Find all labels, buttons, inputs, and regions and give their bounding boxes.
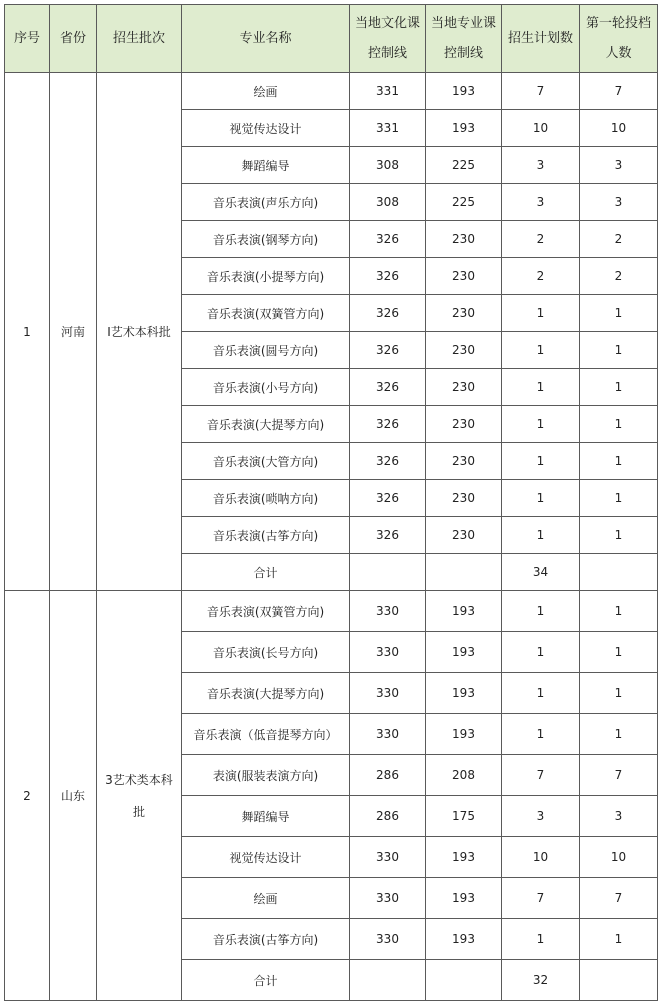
cell-culture-line: 330 [350, 673, 426, 714]
cell-first-round: 2 [580, 258, 658, 295]
table-body [5, 73, 658, 1001]
cell-culture-line: 308 [350, 147, 426, 184]
cell-major: 舞蹈编导 [182, 147, 350, 184]
cell-first-round: 1 [580, 443, 658, 480]
cell-culture-line: 330 [350, 919, 426, 960]
cell-plan: 32 [502, 960, 580, 1001]
cell-first-round [580, 554, 658, 591]
cell-plan: 7 [502, 878, 580, 919]
header-first-round-2: 人数 [605, 45, 632, 61]
cell-batch: 3艺术类本科批 [97, 591, 182, 1001]
cell-first-round: 1 [580, 673, 658, 714]
cell-plan: 1 [502, 919, 580, 960]
cell-culture-line: 326 [350, 517, 426, 554]
cell-plan: 2 [502, 258, 580, 295]
cell-pro-line: 230 [426, 406, 502, 443]
header-culture-line-1: 当地文化课 [354, 15, 420, 31]
cell-plan: 1 [502, 632, 580, 673]
header-pro-line-2: 控制线 [443, 45, 483, 61]
cell-culture-line: 326 [350, 406, 426, 443]
cell-first-round: 2 [580, 221, 658, 258]
cell-pro-line: 230 [426, 221, 502, 258]
header-pro-line [426, 5, 502, 73]
cell-culture-line: 326 [350, 221, 426, 258]
header-seq: 序号 [5, 5, 50, 73]
cell-major: 音乐表演(大管方向) [182, 443, 350, 480]
cell-province: 河南 [50, 73, 97, 591]
admission-table-container [4, 4, 658, 1001]
cell-first-round: 7 [580, 878, 658, 919]
cell-major: 绘画 [182, 878, 350, 919]
cell-pro-line: 230 [426, 480, 502, 517]
cell-plan: 1 [502, 369, 580, 406]
header-culture-line [350, 5, 426, 73]
cell-first-round: 7 [580, 73, 658, 110]
cell-plan: 1 [502, 714, 580, 755]
admission-table [4, 4, 658, 1001]
cell-culture-line: 286 [350, 796, 426, 837]
cell-first-round: 1 [580, 714, 658, 755]
cell-pro-line: 230 [426, 295, 502, 332]
cell-major: 合计 [182, 960, 350, 1001]
cell-first-round: 1 [580, 919, 658, 960]
cell-province: 山东 [50, 591, 97, 1001]
cell-major: 绘画 [182, 73, 350, 110]
cell-pro-line [426, 554, 502, 591]
cell-plan: 1 [502, 591, 580, 632]
cell-plan: 1 [502, 673, 580, 714]
cell-first-round: 1 [580, 369, 658, 406]
header-major: 专业名称 [182, 5, 350, 73]
cell-pro-line: 193 [426, 878, 502, 919]
cell-major: 音乐表演(小号方向) [182, 369, 350, 406]
cell-major: 合计 [182, 554, 350, 591]
cell-plan: 1 [502, 295, 580, 332]
cell-major: 音乐表演(小提琴方向) [182, 258, 350, 295]
cell-culture-line: 326 [350, 258, 426, 295]
cell-seq: 2 [5, 591, 50, 1001]
cell-plan: 3 [502, 184, 580, 221]
cell-pro-line: 225 [426, 147, 502, 184]
cell-pro-line: 193 [426, 632, 502, 673]
cell-major: 音乐表演(圆号方向) [182, 332, 350, 369]
cell-pro-line: 193 [426, 714, 502, 755]
cell-pro-line: 225 [426, 184, 502, 221]
cell-plan: 1 [502, 480, 580, 517]
cell-culture-line: 326 [350, 369, 426, 406]
cell-major: 音乐表演(声乐方向) [182, 184, 350, 221]
header-province: 省份 [50, 5, 97, 73]
cell-culture-line: 326 [350, 480, 426, 517]
cell-major: 音乐表演(唢呐方向) [182, 480, 350, 517]
cell-first-round: 3 [580, 147, 658, 184]
cell-pro-line: 230 [426, 258, 502, 295]
cell-first-round: 1 [580, 295, 658, 332]
header-plan: 招生计划数 [502, 5, 580, 73]
cell-culture-line [350, 960, 426, 1001]
cell-pro-line: 230 [426, 517, 502, 554]
cell-culture-line: 308 [350, 184, 426, 221]
header-first-round [580, 5, 658, 73]
cell-pro-line: 193 [426, 673, 502, 714]
cell-first-round [580, 960, 658, 1001]
cell-pro-line: 193 [426, 837, 502, 878]
cell-first-round: 1 [580, 332, 658, 369]
cell-culture-line: 330 [350, 714, 426, 755]
cell-plan: 3 [502, 796, 580, 837]
header-pro-line-1: 当地专业课 [430, 15, 496, 31]
cell-culture-line: 326 [350, 443, 426, 480]
cell-first-round: 3 [580, 796, 658, 837]
cell-plan: 1 [502, 443, 580, 480]
cell-culture-line: 331 [350, 110, 426, 147]
cell-pro-line: 193 [426, 591, 502, 632]
cell-major: 表演(服装表演方向) [182, 755, 350, 796]
cell-culture-line [350, 554, 426, 591]
cell-culture-line: 286 [350, 755, 426, 796]
cell-plan: 7 [502, 755, 580, 796]
cell-culture-line: 330 [350, 837, 426, 878]
cell-pro-line: 208 [426, 755, 502, 796]
cell-pro-line: 193 [426, 919, 502, 960]
cell-culture-line: 331 [350, 73, 426, 110]
cell-first-round: 1 [580, 406, 658, 443]
cell-culture-line: 330 [350, 591, 426, 632]
cell-major: 音乐表演(钢琴方向) [182, 221, 350, 258]
cell-first-round: 1 [580, 517, 658, 554]
cell-first-round: 1 [580, 632, 658, 673]
cell-pro-line: 193 [426, 73, 502, 110]
cell-culture-line: 330 [350, 878, 426, 919]
cell-pro-line: 175 [426, 796, 502, 837]
cell-major: 音乐表演(古筝方向) [182, 919, 350, 960]
cell-plan: 10 [502, 837, 580, 878]
cell-major: 音乐表演(双簧管方向) [182, 295, 350, 332]
cell-plan: 34 [502, 554, 580, 591]
cell-major: 音乐表演(双簧管方向) [182, 591, 350, 632]
cell-first-round: 1 [580, 480, 658, 517]
cell-first-round: 1 [580, 591, 658, 632]
cell-plan: 1 [502, 332, 580, 369]
cell-plan: 2 [502, 221, 580, 258]
cell-plan: 1 [502, 406, 580, 443]
cell-culture-line: 326 [350, 332, 426, 369]
cell-plan: 3 [502, 147, 580, 184]
cell-batch: I艺术本科批 [97, 73, 182, 591]
cell-seq: 1 [5, 73, 50, 591]
cell-major: 音乐表演(大提琴方向) [182, 406, 350, 443]
cell-major: 音乐表演（低音提琴方向） [182, 714, 350, 755]
cell-plan: 1 [502, 517, 580, 554]
cell-pro-line: 230 [426, 443, 502, 480]
cell-first-round: 10 [580, 110, 658, 147]
cell-pro-line: 193 [426, 110, 502, 147]
cell-major: 音乐表演(长号方向) [182, 632, 350, 673]
header-row [5, 5, 658, 73]
cell-plan: 10 [502, 110, 580, 147]
cell-culture-line: 326 [350, 295, 426, 332]
cell-first-round: 3 [580, 184, 658, 221]
cell-pro-line: 230 [426, 369, 502, 406]
cell-pro-line: 230 [426, 332, 502, 369]
cell-major: 视觉传达设计 [182, 837, 350, 878]
cell-major: 音乐表演(古筝方向) [182, 517, 350, 554]
cell-major: 舞蹈编导 [182, 796, 350, 837]
cell-first-round: 10 [580, 837, 658, 878]
cell-pro-line [426, 960, 502, 1001]
header-first-round-1: 第一轮投档 [585, 15, 651, 31]
table-row [5, 591, 658, 632]
table-row [5, 73, 658, 110]
cell-culture-line: 330 [350, 632, 426, 673]
cell-plan: 7 [502, 73, 580, 110]
header-culture-line-2: 控制线 [367, 45, 407, 61]
header-batch: 招生批次 [97, 5, 182, 73]
cell-major: 视觉传达设计 [182, 110, 350, 147]
cell-first-round: 7 [580, 755, 658, 796]
cell-major: 音乐表演(大提琴方向) [182, 673, 350, 714]
